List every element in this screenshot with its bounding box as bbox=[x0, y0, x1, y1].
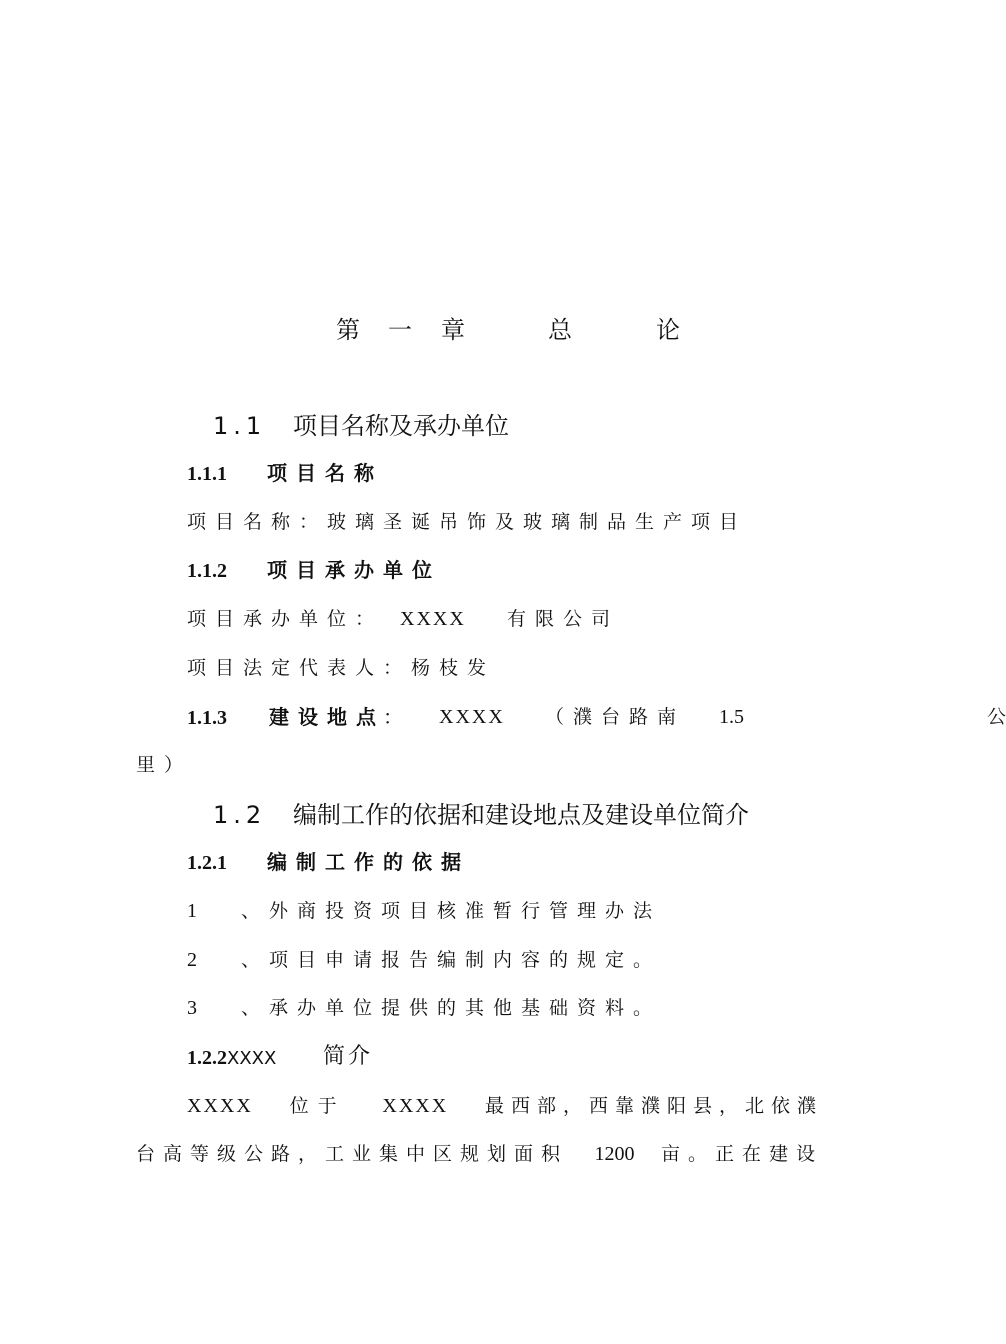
subsection-heading bbox=[187, 1043, 374, 1073]
list-text: 、承办单位提供的其他基础资料。 bbox=[241, 997, 662, 1019]
paragraph: 项目名称：玻璃圣诞吊饰及玻璃制品生产项目 bbox=[187, 511, 748, 533]
subsection-heading bbox=[187, 556, 441, 585]
text-run: 位于 bbox=[289, 1095, 346, 1117]
paragraph: 里） bbox=[136, 754, 193, 776]
list-text: 、项目申请报告编制内容的规定。 bbox=[241, 949, 662, 971]
text-run: 最西部，西靠濮阳县，北依濮 bbox=[484, 1095, 823, 1117]
text-run: 亩。正在建设 bbox=[660, 1143, 823, 1165]
company-name: XXXX bbox=[227, 1048, 277, 1069]
section-heading bbox=[213, 410, 509, 442]
place-desc: （濮台路南 bbox=[545, 706, 686, 728]
unit-label: 项目承办单位： bbox=[187, 608, 384, 630]
subsection-heading bbox=[187, 703, 1006, 732]
subsection-number: 1.1.3 bbox=[187, 707, 227, 729]
subsection-title: 编制工作的依据 bbox=[267, 850, 470, 874]
list-item bbox=[187, 946, 662, 974]
chapter-char: 第 bbox=[336, 316, 360, 344]
text-run: XXXX bbox=[382, 1095, 449, 1117]
subsection-number: 1.2.2 bbox=[187, 1047, 227, 1069]
unit-suffix: 有限公司 bbox=[507, 608, 620, 630]
text-run: XXXX bbox=[187, 1095, 253, 1117]
subsection-title: 简介 bbox=[323, 1044, 374, 1069]
text-run: 1200 bbox=[594, 1143, 635, 1165]
subsection-title: 建设地点 bbox=[269, 705, 385, 729]
subsection-number: 1.1.1 bbox=[187, 463, 227, 485]
paragraph: 项目法定代表人：杨枝发 bbox=[187, 657, 496, 679]
section-title: 项目名称及承办单位 bbox=[293, 412, 509, 440]
section-title: 编制工作的依据和建设地点及建设单位简介 bbox=[293, 801, 749, 829]
subsection-title: 项目承办单位 bbox=[267, 558, 441, 582]
list-item bbox=[187, 897, 662, 925]
subsection-heading bbox=[187, 848, 470, 877]
colon: ： bbox=[383, 705, 403, 729]
chapter-char: 章 bbox=[441, 316, 465, 344]
paragraph-line bbox=[187, 1092, 823, 1120]
section-number: 1.2 bbox=[213, 801, 267, 829]
chapter-char: 总 bbox=[548, 316, 572, 344]
list-number: 2 bbox=[187, 949, 197, 971]
section-number: 1.1 bbox=[213, 412, 267, 440]
list-item bbox=[187, 994, 662, 1022]
place-unit: 公 bbox=[987, 706, 1006, 728]
subsection-heading bbox=[187, 459, 383, 488]
chapter-char: 一 bbox=[388, 316, 412, 344]
chapter-char: 论 bbox=[656, 316, 680, 344]
paragraph-line bbox=[136, 1140, 823, 1168]
list-number: 1 bbox=[187, 900, 197, 922]
place-distance: 1.5 bbox=[719, 706, 744, 728]
section-heading bbox=[213, 799, 749, 831]
subsection-number: 1.2.1 bbox=[187, 852, 227, 874]
place-name: XXXX bbox=[439, 706, 505, 728]
subsection-number: 1.1.2 bbox=[187, 560, 227, 582]
text-run: 台高等级公路，工业集中区规划面积 bbox=[136, 1143, 569, 1165]
list-text: 、外商投资项目核准暂行管理办法 bbox=[241, 900, 662, 922]
unit-name: XXXX bbox=[400, 608, 466, 630]
paragraph bbox=[187, 605, 620, 633]
subsection-title: 项目名称 bbox=[267, 461, 383, 485]
list-number: 3 bbox=[187, 997, 197, 1019]
